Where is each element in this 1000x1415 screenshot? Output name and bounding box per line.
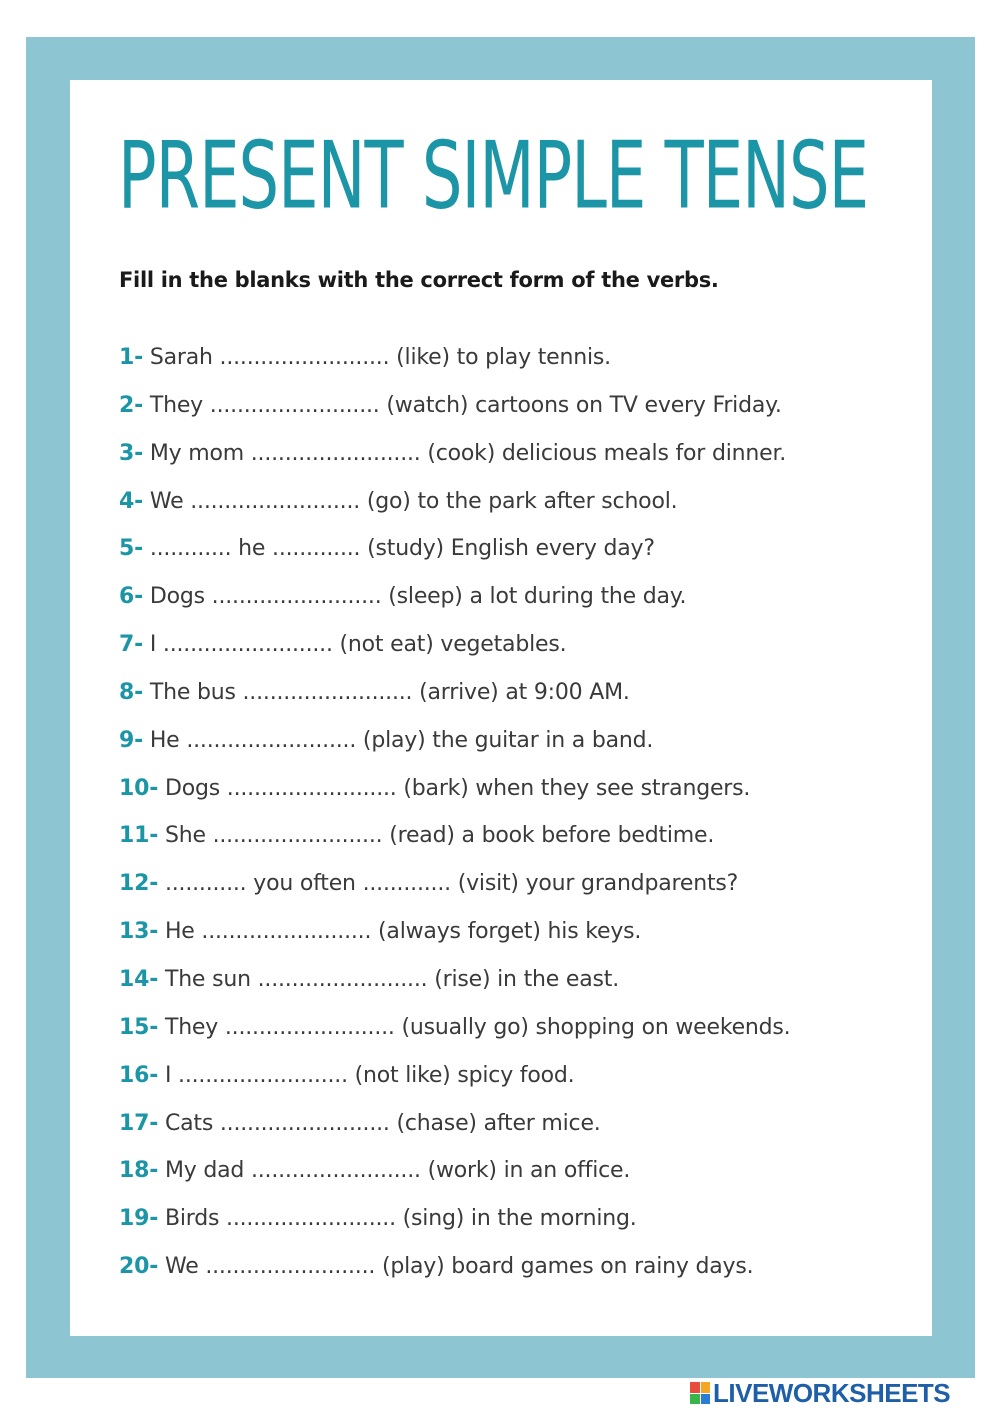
exercise-number: 16-	[119, 1062, 159, 1088]
exercise-item	[119, 960, 790, 1008]
exercise-text: He ......................... (always forget) his keys.	[164, 919, 642, 945]
exercise-item	[119, 529, 790, 577]
exercise-number: 18-	[119, 1158, 159, 1184]
exercise-text: The sun ......................... (rise) in the east.	[164, 966, 619, 992]
exercise-number: 9-	[119, 727, 144, 753]
exercise-item	[119, 338, 790, 386]
exercise-item	[119, 864, 790, 912]
exercise-text: My dad ......................... (work) in an office.	[164, 1158, 631, 1184]
exercise-text: Cats ......................... (chase) after mice.	[164, 1110, 601, 1136]
liveworksheets-logo	[690, 1379, 950, 1407]
exercise-number: 19-	[119, 1206, 159, 1232]
exercise-item	[119, 577, 790, 625]
exercise-item	[119, 816, 790, 864]
exercise-text: They ......................... (usually go) shopping on weekends.	[164, 1014, 791, 1040]
exercise-number: 5-	[119, 536, 144, 562]
exercise-number: 10-	[119, 775, 159, 801]
exercise-text: She ......................... (read) a book before bedtime.	[164, 823, 715, 849]
exercise-number: 17-	[119, 1110, 159, 1136]
exercise-item	[119, 1104, 790, 1152]
exercise-text: My mom ......................... (cook) delicious meals for dinner.	[149, 440, 787, 466]
exercise-number: 13-	[119, 919, 159, 945]
exercise-number: 20-	[119, 1254, 159, 1280]
exercise-text: We ......................... (go) to the park after school.	[149, 488, 678, 514]
exercise-number: 2-	[119, 392, 144, 418]
exercise-item	[119, 721, 790, 769]
exercise-text: Dogs ......................... (sleep) a lot during the day.	[149, 584, 687, 610]
exercise-text: He ......................... (play) the guitar in a band.	[149, 727, 654, 753]
exercise-item	[119, 1008, 790, 1056]
exercise-text: They ......................... (watch) cartoons on TV every Friday.	[149, 392, 782, 418]
exercise-number: 12-	[119, 871, 159, 897]
instructions: Fill in the blanks with the correct form of the verbs.	[119, 268, 719, 292]
exercise-item	[119, 1199, 790, 1247]
exercise-text: ............ you often ............. (visit) your grandparents?	[164, 871, 739, 897]
exercise-text: ............ he ............. (study) English every day?	[149, 536, 655, 562]
exercise-number: 15-	[119, 1014, 159, 1040]
logo-mark-icon	[690, 1382, 710, 1404]
exercise-number: 6-	[119, 584, 144, 610]
exercise-item	[119, 912, 790, 960]
exercise-number: 3-	[119, 440, 144, 466]
exercise-item	[119, 386, 790, 434]
exercise-number: 11-	[119, 823, 159, 849]
exercise-text: I ......................... (not like) spicy food.	[164, 1062, 575, 1088]
exercise-number: 4-	[119, 488, 144, 514]
exercise-item	[119, 673, 790, 721]
logo-text: LIVEWORKSHEETS	[713, 1377, 951, 1408]
exercise-text: Sarah ......................... (like) to play tennis.	[149, 345, 611, 370]
page-title: PRESENT SIMPLE TENSE	[118, 123, 869, 231]
exercise-text: Dogs ......................... (bark) when they see strangers.	[164, 775, 751, 801]
exercise-text: Birds ......................... (sing) in the morning.	[164, 1206, 637, 1232]
exercise-item	[119, 1151, 790, 1199]
exercise-item	[119, 1247, 790, 1295]
exercise-number: 7-	[119, 632, 144, 658]
exercise-item	[119, 625, 790, 673]
exercise-item	[119, 482, 790, 530]
exercise-text: I ......................... (not eat) vegetables.	[149, 632, 567, 658]
exercise-number: 8-	[119, 679, 144, 705]
exercise-text: We ......................... (play) board games on rainy days.	[164, 1254, 754, 1280]
exercise-list	[119, 338, 790, 1295]
exercise-number: 1-	[119, 345, 144, 370]
exercise-item	[119, 434, 790, 482]
exercise-text: The bus ......................... (arrive) at 9:00 AM.	[149, 679, 630, 705]
exercise-item	[119, 1056, 790, 1104]
exercise-number: 14-	[119, 966, 159, 992]
exercise-item	[119, 769, 790, 817]
